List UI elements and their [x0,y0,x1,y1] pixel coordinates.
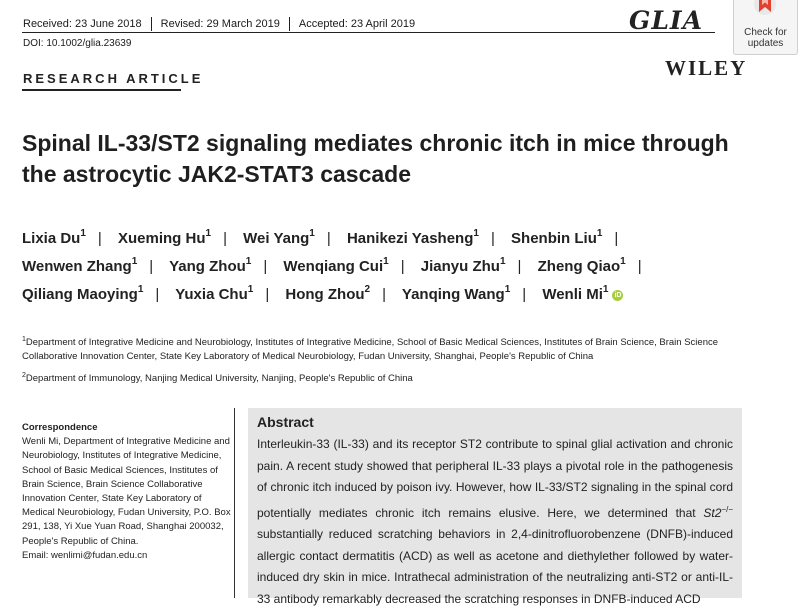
article-type: RESEARCH ARTICLE [23,71,204,86]
author-list [22,221,742,305]
publisher-logo[interactable]: WILEY [665,56,748,80]
article-dates [23,16,415,32]
author-name[interactable]: Wei Yang$^1$ [243,228,315,247]
correspondence-heading: Correspondence [22,422,98,433]
affiliation: $^2$Department of Immunology, Nanjing Medical University, Nanjing, People's Republic of China [22,372,413,385]
correspondence-email[interactable]: Email: wenlimi@fudan.edu.cn [22,549,148,561]
author-name[interactable]: Wenli Mi$^1$ [542,284,609,303]
article-title: Spinal IL-33/ST2 signaling mediates chronic itch in mice through the astrocytic JAK2-STAT3 cascade [22,130,729,187]
header-divider [22,32,715,33]
check-for-updates-button[interactable] [733,0,798,55]
date-separator [151,17,152,31]
author-line: Lixia Du$^1$ | Xueming Hu$^1$ | Wei Yang$^1$ | Hanikezi Yasheng$^1$ | Shenbin Liu$^1$ | [22,228,619,247]
author-name[interactable]: Zheng Qiao$^1$ [537,256,626,275]
affiliations [22,333,722,391]
received-date: Received: 23 June 2018 [23,18,142,30]
author-name[interactable]: Shenbin Liu$^1$ [511,228,603,247]
accepted-date: Accepted: 23 April 2019 [298,18,416,30]
correspondence [22,421,232,563]
gene-name: St2 [703,505,722,520]
author-name[interactable]: Wenwen Zhang$^1$ [22,256,138,275]
correspondence-body: Wenli Mi, Department of Integrative Medicine and Neurobiology, Institutes of Integrative Medicine, School of Basic Medical Sciences, Institutes of Brain Science, Brain Science Collaborative Innovation Center, State Key Laboratory of Medical Neurobiology, Fudan University, P.O. Box 291, 138, Yi Xue Yuan Road, Shanghai 200032, People's Republic of China. [22,436,231,547]
revised-date: Revised: 29 March 2019 [160,18,280,30]
author-name[interactable]: Wenqiang Cui$^1$ [283,256,389,275]
author-name[interactable]: Hong Zhou$^2$ [285,284,371,303]
abstract-divider [234,408,235,598]
author-line: Wenwen Zhang$^1$ | Yang Zhou$^1$ | Wenqiang Cui$^1$ | Jianyu Zhu$^1$ | Zheng Qiao$^1$ | [22,256,642,275]
orcid-icon[interactable]: iD [614,291,622,299]
date-separator [289,17,290,31]
doi[interactable]: DOI: 10.1002/glia.23639 [23,38,132,49]
author-line: Qiliang Maoying$^1$ | Yuxia Chu$^1$ | Hong Zhou$^2$ | Yanqing Wang$^1$ | Wenli Mi$^1$iD [22,284,622,303]
author-name[interactable]: Yang Zhou$^1$ [169,256,252,275]
author-name[interactable]: Qiliang Maoying$^1$ [22,284,144,303]
journal-logo[interactable]: GLIA [629,6,704,35]
author-name[interactable]: Yuxia Chu$^1$ [175,284,254,303]
abstract-text: Interleukin-33 (IL-33) and its receptor ST2 contribute to spinal glial activation and chronic pain. A recent study showed that peripheral IL-33 plays a pivotal role in the pathogenesis of chronic itch induced by poison ivy. However, how IL-33/ST2 signaling in the spinal cord potentially mediates chronic itch remains elusive. Here, we determined that St2−/− substantially reduced scratching behaviors in 2,4-dinitrofluorobenzene (DNFB)-induced allergic contact dermatitis (ACD) as well as acetone and diethylether followed by water-induced dry skin in mice. Intrathecal administration of the neutralizing anti-ST2 or anti-IL-33 antibody remarkably decreased the scratching responses in DNFB-induced ACD [257,437,733,606]
gene-superscript: −/− [721,504,733,514]
affiliation: $^1$Department of Integrative Medicine and Neurobiology, Institutes of Integrative Medicine, School of Basic Medical Sciences, Institutes of Brain Science, Brain Science Collaborative Innovation Center, State Key Laboratory of Medical Neurobiology, Fudan University, Shanghai, People's Republic of China [22,336,719,363]
abstract-heading: Abstract [257,414,314,430]
bookmark-icon [754,0,776,22]
check-for-updates-label: Check for updates [744,27,787,49]
author-name[interactable]: Hanikezi Yasheng$^1$ [346,228,479,247]
author-name[interactable]: Yanqing Wang$^1$ [401,284,511,303]
author-name[interactable]: Jianyu Zhu$^1$ [420,256,506,275]
author-name[interactable]: Lixia Du$^1$ [22,228,86,247]
author-name[interactable]: Xueming Hu$^1$ [118,228,212,247]
article-type-underline [22,89,181,91]
